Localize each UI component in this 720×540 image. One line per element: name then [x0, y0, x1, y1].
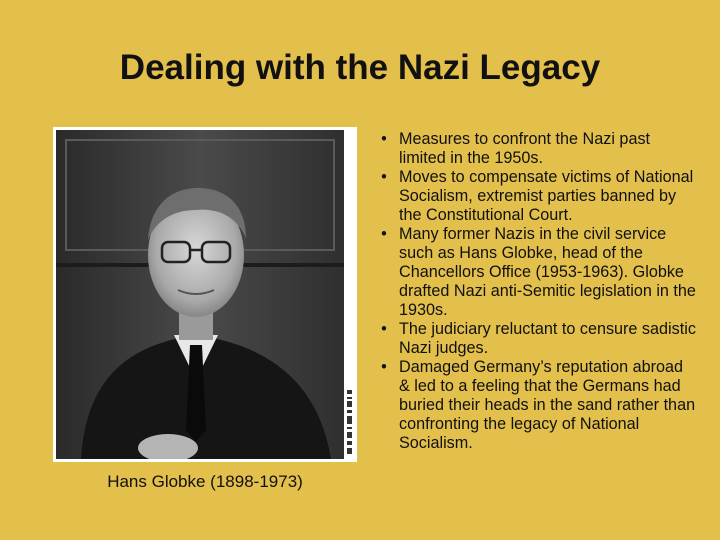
photo-credit-stamp: [344, 387, 355, 457]
bullet-marker: •: [381, 358, 387, 376]
bullet-item: [377, 168, 697, 225]
bullet-text: Moves to compensate victims of National Socialism, extremist parties banned by the Constitutional Court.: [399, 168, 694, 224]
bullet-marker: •: [381, 168, 387, 186]
bullet-marker: •: [381, 225, 387, 243]
bullet-item: [377, 358, 697, 453]
bullet-list: [377, 130, 697, 453]
bullet-item: [377, 130, 697, 168]
bullet-marker: •: [381, 130, 387, 148]
bullet-marker: •: [381, 320, 387, 338]
bullet-text: Many former Nazis in the civil service such as Hans Globke, head of the Chancellors Office (1953-1963). Globke drafted Nazi anti-Semitic legislation in the 1930s.: [399, 225, 696, 319]
portrait-photo: [56, 130, 344, 459]
bullet-text: Damaged Germany’s reputation abroad & led to a feeling that the Germans had buried their heads in the sand rather than confronting the legacy of National Socialism.: [399, 358, 696, 452]
photo-caption: Hans Globke (1898-1973): [107, 472, 303, 491]
bullet-item: [377, 320, 697, 358]
slide-title: Dealing with the Nazi Legacy: [119, 48, 601, 87]
portrait-photo-frame: [53, 127, 357, 462]
bullet-text: The judiciary reluctant to censure sadistic Nazi judges.: [399, 320, 696, 357]
bullet-text: Measures to confront the Nazi past limited in the 1950s.: [399, 130, 651, 167]
bullet-item: [377, 225, 697, 320]
